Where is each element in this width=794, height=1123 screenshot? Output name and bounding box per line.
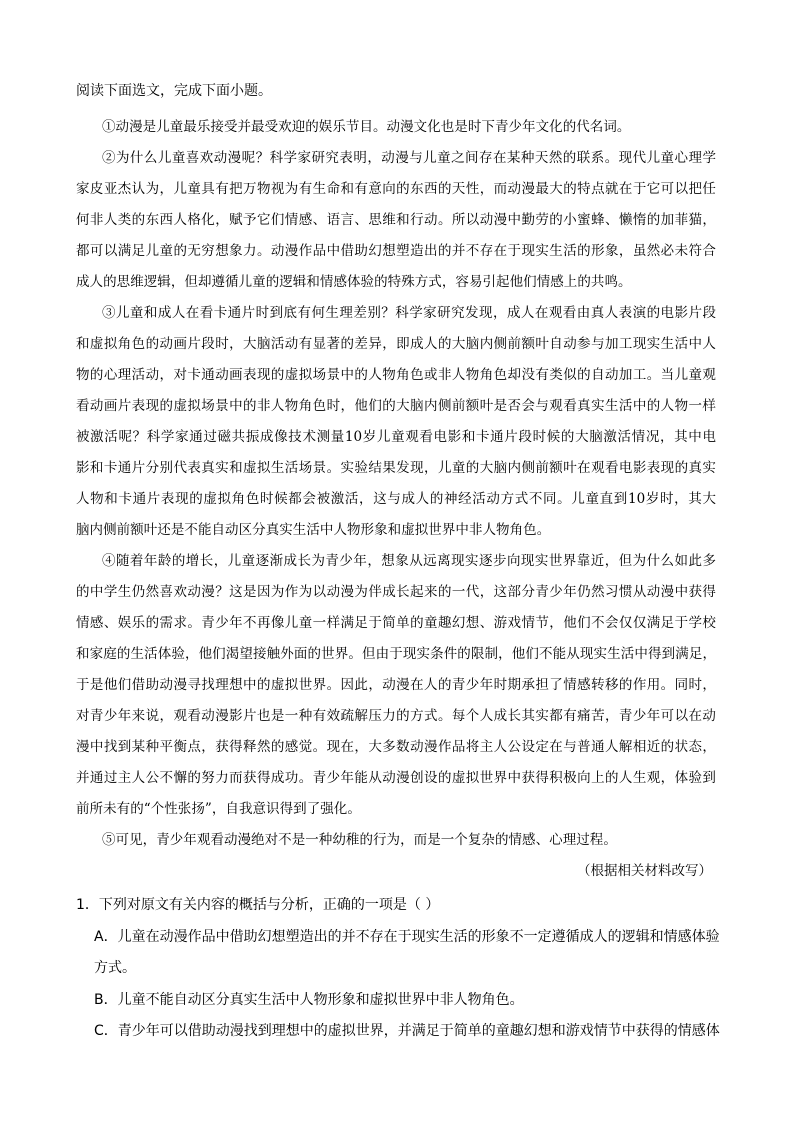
paragraph-2-line-4: 都可以满足儿童的无穷想象力。动漫作品中借助幻想塑造出的并不存在于现实生活的形象，虽然必未符合: [76, 243, 716, 259]
question-stem: 1．下列对原文有关内容的概括与分析，正确的一项是（ ）: [76, 897, 440, 913]
paragraph-4-line-1: ④随着年龄的增长，儿童逐渐成长为青少年，想象从远离现实逐步向现实世界靠近，但为什么如此多: [102, 553, 716, 569]
paragraph-4-line-9: 前所未有的“个性张扬”，自我意识得到了强化。: [76, 801, 361, 817]
paragraph-3-line-3: 物的心理活动，对卡通动画表现的虚拟场景中的人物角色或非人物角色却没有类似的自动加工。当儿童观: [76, 367, 716, 383]
paragraph-3-line-8: 脑内侧前额叶还是不能自动区分真实生活中人物形象和虚拟世界中非人物角色。: [76, 522, 551, 538]
option-b: B．儿童不能自动区分真实生活中人物形象和虚拟世界中非人物角色。: [94, 992, 524, 1008]
paragraph-4-line-4: 和家庭的生活体验，他们渴望接触外面的世界。但由于现实条件的限制，他们不能从现实生活中得到满足，: [76, 646, 716, 662]
paragraph-4-line-6: 对青少年来说，观看动漫影片也是一种有效疏解压力的方式。每个人成长其实都有痛苦，青少年可以在动: [76, 708, 716, 724]
paragraph-3-line-6: 影和卡通片分别代表真实和虚拟生活场景。实验结果发现，儿童的大脑内侧前额叶在观看电影表现的真实: [76, 460, 716, 476]
paragraph-2-line-1: ②为什么儿童喜欢动漫呢？科学家研究表明，动漫与儿童之间存在某种天然的联系。现代儿童心理学: [102, 150, 716, 166]
paragraph-3-line-5: 被激活呢？科学家通过磁共振成像技术测量10岁儿童观看电影和卡通片段时候的大脑激活情况，其中电: [76, 429, 716, 445]
paragraph-2-line-2: 家皮亚杰认为，儿童具有把万物视为有生命和有意向的东西的天性，而动漫最大的特点就在于它可以把任: [76, 181, 716, 197]
paragraph-1-line-1: ①动漫是儿童最乐接受并最受欢迎的娱乐节目。动漫文化也是时下青少年文化的代名词。: [102, 119, 631, 135]
paragraph-3-line-2: 和虚拟角色的动画片段时，大脑活动有显著的差异，即成人的大脑内侧前额叶自动参与加工现实生活中人: [76, 336, 716, 352]
paragraph-4-line-8: 并通过主人公不懈的努力而获得成功。青少年能从动漫创设的虚拟世界中获得积极向上的人生观，体验到: [76, 770, 716, 786]
paragraph-3-line-4: 看动画片表现的虚拟场景中的非人物角色时，他们的大脑内侧前额叶是否会与观看真实生活中的人物一样: [76, 398, 716, 414]
option-a-line-2: 方式。: [94, 960, 136, 976]
option-c-line-1: C．青少年可以借助动漫找到理想中的虚拟世界，并满足于简单的童趣幻想和游戏情节中获得的情感体: [94, 1023, 720, 1039]
paragraph-2-line-5: 成人的思维逻辑，但却遵循儿童的逻辑和情感体验的特殊方式，容易引起他们情感上的共鸣。: [76, 274, 632, 290]
paragraph-4-line-5: 于是他们借助动漫寻找理想中的虚拟世界。因此，动漫在人的青少年时期承担了情感转移的作用。同时，: [76, 677, 716, 693]
source-note: （根据相关材料改写）: [577, 863, 712, 879]
paragraph-2-line-3: 何非人类的东西人格化，赋予它们情感、语言、思维和行动。所以动漫中勤劳的小蜜蜂、懒惰的加菲猫，: [76, 212, 716, 228]
paragraph-4-line-7: 漫中找到某种平衡点，获得释然的感觉。现在，大多数动漫作品将主人公设定在与普通人解相近的状态，: [76, 739, 716, 755]
reading-instruction: 阅读下面选文，完成下面小题。: [76, 83, 272, 99]
paragraph-4-line-3: 情感、娱乐的需求。青少年不再像儿童一样满足于简单的童趣幻想、游戏情节，他们不会仅仅满足于学校: [76, 615, 716, 631]
paragraph-3-line-1: ③儿童和成人在看卡通片时到底有何生理差别？科学家研究发现，成人在观看由真人表演的电影片段: [102, 305, 716, 321]
option-a-line-1: A．儿童在动漫作品中借助幻想塑造出的并不存在于现实生活的形象不一定遵循成人的逻辑和情感体验: [94, 929, 720, 945]
paragraph-4-line-2: 的中学生仍然喜欢动漫？这是因为作为以动漫为伴成长起来的一代，这部分青少年仍然习惯从动漫中获得: [76, 584, 716, 600]
paragraph-3-line-7: 人物和卡通片表现的虚拟角色时候都会被激活，这与成人的神经活动方式不同。儿童直到10岁时，其大: [76, 491, 716, 507]
paragraph-5-line-1: ⑤可见，青少年观看动漫绝对不是一种幼稚的行为，而是一个复杂的情感、心理过程。: [102, 832, 617, 848]
